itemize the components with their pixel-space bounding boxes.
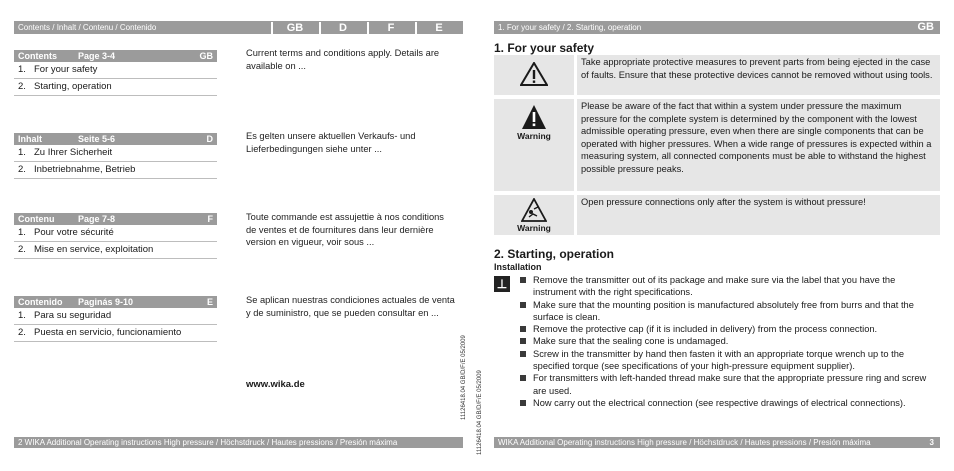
contents-section-e bbox=[14, 296, 217, 342]
tool-icon: ⊥ bbox=[494, 276, 510, 292]
warning-icon-box bbox=[494, 195, 574, 235]
toc-item bbox=[14, 162, 217, 179]
section-pages: Paginás 9-10 bbox=[78, 297, 134, 307]
warning-icon-box bbox=[494, 55, 574, 95]
section-heading-starting: 2. Starting, operation bbox=[494, 247, 615, 261]
toc-num: 2. bbox=[18, 244, 26, 255]
section-title: Contenido bbox=[18, 297, 63, 307]
section-header bbox=[14, 133, 217, 145]
terms-paragraph-e: Se aplican nuestras condiciones actuales de venta y de suministro, que se pueden consultar en ... bbox=[246, 295, 455, 318]
toc-item bbox=[14, 308, 217, 325]
left-footer-bar bbox=[14, 437, 463, 448]
toc-item bbox=[14, 62, 217, 79]
caution-triangle-icon bbox=[520, 62, 548, 86]
list-item: Make sure that the mounting position is manufactured absolutely free from burrs and that the surface is clean. bbox=[520, 299, 940, 324]
language-tabs bbox=[271, 22, 461, 34]
toc-num: 2. bbox=[18, 327, 26, 338]
section-pages: Page 3-4 bbox=[78, 51, 116, 61]
toc-label: Mise en service, exploitation bbox=[34, 244, 154, 255]
section-title: Inhalt bbox=[18, 134, 42, 144]
toc-num: 1. bbox=[18, 310, 26, 321]
toc-label: Starting, operation bbox=[34, 81, 112, 92]
terms-paragraph-gb: Current terms and conditions apply. Details are available on ... bbox=[246, 48, 440, 71]
page-number: 3 bbox=[929, 438, 934, 447]
section-tag: D bbox=[206, 134, 213, 144]
list-item: For transmitters with left-handed thread make sure that the appropriate pressure ring and screw are used. bbox=[520, 372, 940, 397]
doc-code-right: 11126418.04 GB/D/F/E 05/2009 bbox=[477, 370, 483, 455]
toc-label: Para su seguridad bbox=[34, 310, 112, 321]
warning-label: Warning bbox=[517, 223, 551, 233]
section-title: Contenu bbox=[18, 214, 55, 224]
right-footer-text: WIKA Additional Operating instructions High pressure / Höchstdruck / Hautes pressions / Presión máxima bbox=[498, 438, 871, 447]
warning-icon-box bbox=[494, 99, 574, 191]
installation-steps-list bbox=[520, 274, 940, 409]
section-tag: E bbox=[206, 297, 213, 307]
right-footer-bar bbox=[494, 437, 940, 448]
toc-num: 1. bbox=[18, 64, 26, 75]
list-item: Remove the protective cap (if it is included in delivery) from the process connection. bbox=[520, 323, 940, 335]
section-heading-safety: 1. For your safety bbox=[494, 41, 595, 55]
toc-item bbox=[14, 242, 217, 259]
section-pages: Page 7-8 bbox=[78, 214, 116, 224]
doc-code-left: 11126418.04 GB/D/F/E 05/2009 bbox=[461, 335, 467, 420]
toc-num: 2. bbox=[18, 164, 26, 175]
list-item: Make sure that the sealing cone is undamaged. bbox=[520, 335, 940, 347]
lang-tab-f: F bbox=[367, 22, 413, 34]
toc-label: Zu Ihrer Sicherheit bbox=[34, 147, 113, 158]
section-header bbox=[14, 213, 217, 225]
left-header-bar bbox=[14, 21, 463, 34]
section-tag: GB bbox=[199, 51, 213, 61]
toc-label: Puesta en servicio, funcionamiento bbox=[34, 327, 182, 338]
warning-exclamation-icon bbox=[521, 104, 547, 130]
section-title: Contents bbox=[18, 51, 57, 61]
left-header-title: Contents / Inhalt / Contenu / Contenido bbox=[18, 23, 157, 32]
warning-text-3: Open pressure connections only after the system is without pressure! bbox=[577, 195, 940, 235]
section-pages: Seite 5-6 bbox=[78, 134, 116, 144]
contents-section-d bbox=[14, 133, 217, 179]
right-header-title: 1. For your safety / 2. Starting, operation bbox=[498, 23, 642, 32]
installation-label: Installation bbox=[494, 262, 542, 272]
warning-label: Warning bbox=[517, 131, 551, 141]
left-footer-text: 2 WIKA Additional Operating instructions High pressure / Höchstdruck / Hautes pressions / Presión máxima bbox=[18, 438, 398, 447]
contents-section-gb bbox=[14, 50, 217, 96]
terms-paragraph-d: Es gelten unsere aktuellen Verkaufs- und Lieferbedingungen siehe unter ... bbox=[246, 131, 416, 154]
lang-tab-e: E bbox=[415, 22, 461, 34]
lang-tab-d: D bbox=[319, 22, 365, 34]
right-header-bar bbox=[494, 21, 940, 34]
list-item: Screw in the transmitter by hand then fasten it with an appropriate torque wrench up to the specified torque (see specifications of your high-pressure equipment supplier). bbox=[520, 348, 940, 373]
list-item: Now carry out the electrical connection (see respective drawings of electrical connections). bbox=[520, 397, 940, 409]
toc-label: For your safety bbox=[34, 64, 98, 75]
lang-tab-gb: GB bbox=[271, 22, 317, 34]
toc-num: 1. bbox=[18, 147, 26, 158]
section-tag: F bbox=[207, 214, 213, 224]
right-header-tag: GB bbox=[917, 21, 934, 33]
warning-text-1: Take appropriate protective measures to prevent parts from being ejected in the case of faults. Ensure that these protective devices cannot be removed without using tools. bbox=[577, 55, 940, 95]
section-header bbox=[14, 50, 217, 62]
toc-num: 1. bbox=[18, 227, 26, 238]
toc-num: 2. bbox=[18, 81, 26, 92]
toc-item bbox=[14, 325, 217, 342]
contents-section-f bbox=[14, 213, 217, 259]
warning-text-2: Please be aware of the fact that within a system under pressure the maximum pressure for the complete system is determined by the component with the lowest admissible operating pressure, even when there are single components that can be operated with higher pressures. When a wide range of pressures is expected within a measuring system, all connected components must be able to withstand the highest possible pressure peaks. bbox=[577, 99, 940, 191]
toc-item bbox=[14, 79, 217, 96]
list-item: Remove the transmitter out of its package and make sure via the label that you have the instrument with the right specifications. bbox=[520, 274, 940, 299]
website-link[interactable]: www.wika.de bbox=[246, 379, 305, 390]
toc-label: Inbetriebnahme, Betrieb bbox=[34, 164, 136, 175]
toc-item bbox=[14, 225, 217, 242]
section-header bbox=[14, 296, 217, 308]
terms-paragraph-f: Toute commande est assujettie à nos conditions de ventes et de fournitures dans leur dernière version en vigueur, voir sous ... bbox=[246, 212, 444, 247]
toc-label: Pour votre sécurité bbox=[34, 227, 114, 238]
pressure-ejection-icon bbox=[521, 198, 547, 222]
toc-item bbox=[14, 145, 217, 162]
